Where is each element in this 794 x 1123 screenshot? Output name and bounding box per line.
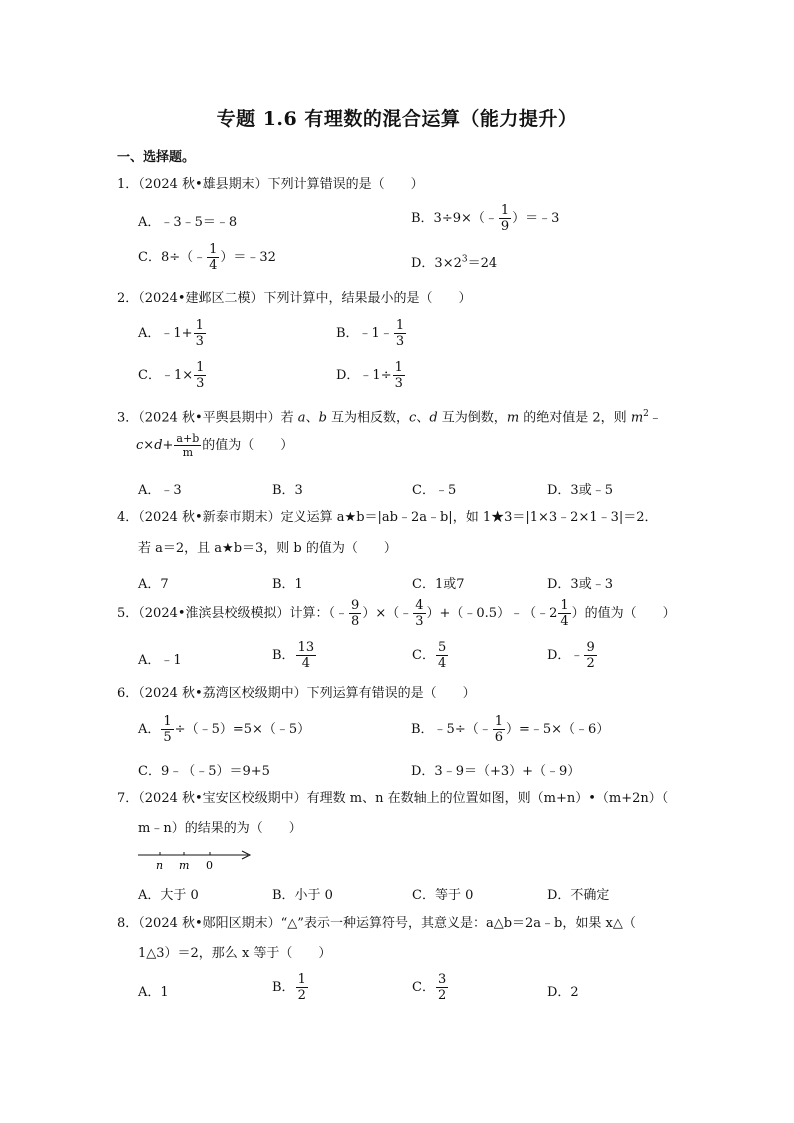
question-8-option-a[interactable]: A．1 <box>138 985 169 1000</box>
question-8-option-c[interactable]: C． $\frac{3}{2}$ <box>412 972 447 1003</box>
question-7-option-d[interactable]: D．不确定 <box>547 888 610 903</box>
fraction: $\frac{1}{3}$ <box>196 360 205 391</box>
question-1-option-d[interactable]: D．$3\times 2^3=24$ <box>411 254 498 271</box>
question-5-option-b[interactable]: B． $\frac{13}{4}$ <box>272 640 315 671</box>
fraction: $\frac{5}{4}$ <box>437 640 447 671</box>
label-m: m <box>179 859 190 872</box>
question-7-option-a[interactable]: A．大于 0 <box>138 888 199 903</box>
question-7-option-c[interactable]: C．等于 0 <box>412 888 474 903</box>
fraction: $\frac{4}{3}$ <box>415 598 424 629</box>
question-4-stem: 4．（2024 秋•新泰市期末）定义运算 a★b＝|ab﹣2a﹣b|，如 1★3＝|1×3﹣2×1﹣3|＝2． <box>117 510 658 525</box>
question-6-option-c[interactable]: C．9﹣（﹣5）＝9+5 <box>138 764 270 779</box>
question-4-option-d[interactable]: D．3或﹣3 <box>547 577 613 592</box>
fraction: $\frac{1}{3}$ <box>395 318 405 349</box>
question-6-stem: 6．（2024 秋•荔湾区校级期中）下列运算有错误的是（ ） <box>117 686 476 701</box>
label-0: 0 <box>206 859 213 872</box>
question-7-stem: 7．（2024 秋•宝安区校级期中）有理数 m、n 在数轴上的位置如图，则（m+n）•（m+2n）（ <box>117 791 669 806</box>
question-1-option-b[interactable]: B．3÷9×（﹣ $\frac{1}{9}$ ）＝﹣3 <box>411 203 560 234</box>
question-5-option-a[interactable]: A．﹣1 <box>138 653 182 668</box>
fraction: $\frac{1}{5}$ <box>163 714 172 745</box>
page-title: 专题 1.6 有理数的混合运算（能力提升） <box>216 108 578 130</box>
question-1-option-c[interactable]: C．8÷（﹣ $\frac{1}{4}$ ）＝﹣32 <box>138 242 276 273</box>
fraction: $\frac{9}{2}$ <box>586 640 595 671</box>
question-8-stem: 8．（2024 秋•郧阳区期末）“△”表示一种运算符号，其意义是：a△b＝2a﹣b，如果 x△（ <box>117 916 636 931</box>
number-line-diagram <box>138 844 258 874</box>
question-8-stem-cont: 1△3）＝2，那么 x 等于（ ） <box>138 946 332 961</box>
fraction: $\frac{1}{9}$ <box>500 203 510 234</box>
fraction: $\frac{1}{4}$ <box>209 242 218 273</box>
question-4-option-c[interactable]: C．1或7 <box>412 577 465 592</box>
fraction: $\frac{3}{2}$ <box>437 972 447 1003</box>
question-6-option-b[interactable]: B．﹣5÷（﹣ $\frac{1}{6}$ ）=﹣5×（﹣6） <box>411 714 610 745</box>
question-7-stem-cont: m﹣n）的结果的为（ ） <box>138 821 302 836</box>
question-5-option-d[interactable]: D．﹣ $\frac{9}{2}$ <box>547 640 595 671</box>
fraction: $\frac{9}{8}$ <box>351 598 360 629</box>
fraction: $\frac{1}{4}$ <box>560 598 569 629</box>
question-3-option-c[interactable]: C．﹣5 <box>412 483 457 498</box>
question-2-option-c[interactable]: C．﹣1× $\frac{1}{3}$ <box>138 360 205 391</box>
question-2-stem: 2．（2024•建邺区二模）下列计算中，结果最小的是（ ） <box>117 291 472 306</box>
question-3-option-a[interactable]: A．﹣3 <box>138 483 182 498</box>
label-n: n <box>156 859 164 872</box>
question-3-stem-cont: c×d+ $\frac{a+b}{m}$ 的值为（ ） <box>136 432 294 459</box>
question-3-option-d[interactable]: D．3或﹣5 <box>547 483 613 498</box>
fraction: $\frac{1}{2}$ <box>297 972 306 1003</box>
question-3-stem: 3．（2024 秋•平舆县期中）若 a、b 互为相反数，c、d 互为倒数，m 的绝对值是 2，则 $m^2﹣$ <box>117 409 662 426</box>
question-5-option-c[interactable]: C． $\frac{5}{4}$ <box>412 640 447 671</box>
fraction: $\frac{1}{3}$ <box>394 360 403 391</box>
fraction: $\frac{1}{3}$ <box>195 318 204 349</box>
question-1-option-a[interactable]: A．﹣3﹣5＝﹣8 <box>138 215 238 230</box>
section-heading: 一、选择题。 <box>117 150 196 165</box>
question-6-option-a[interactable]: A． $\frac{1}{5}$ ÷（﹣5）=5×（﹣5） <box>138 714 311 745</box>
question-1-stem: 1．（2024 秋•雄县期末）下列计算错误的是（ ） <box>117 177 424 192</box>
question-8-option-b[interactable]: B． $\frac{1}{2}$ <box>272 972 306 1003</box>
question-2-option-b[interactable]: B．﹣1﹣ $\frac{1}{3}$ <box>336 318 405 349</box>
question-7-option-b[interactable]: B．小于 0 <box>272 888 333 903</box>
question-4-stem-cont: 若 a＝2，且 a★b＝3，则 b 的值为（ ） <box>138 541 397 556</box>
question-6-option-d[interactable]: D．3﹣9＝（+3）+（﹣9） <box>411 764 581 779</box>
fraction: $\frac{1}{6}$ <box>494 714 503 745</box>
question-4-option-b[interactable]: B．1 <box>272 577 303 592</box>
question-5-stem: 5．（2024•淮滨县校级模拟）计算：（﹣ $\frac{9}{8}$ ）×（﹣ $\frac{4}{3}$ ）+（﹣0.5）﹣（﹣2 $\frac{1}{4}$ ）的值为（ ） <box>117 598 676 629</box>
question-4-option-a[interactable]: A．7 <box>138 577 169 592</box>
question-3-option-b[interactable]: B．3 <box>272 483 303 498</box>
question-2-option-d[interactable]: D．﹣1÷ $\frac{1}{3}$ <box>336 360 403 391</box>
question-2-option-a[interactable]: A．﹣1+ $\frac{1}{3}$ <box>138 318 204 349</box>
fraction: $\frac{a+b}{m}$ <box>176 432 200 459</box>
fraction: $\frac{13}{4}$ <box>297 640 315 671</box>
number-line-svg <box>138 844 258 874</box>
question-8-option-d[interactable]: D．2 <box>547 985 579 1000</box>
